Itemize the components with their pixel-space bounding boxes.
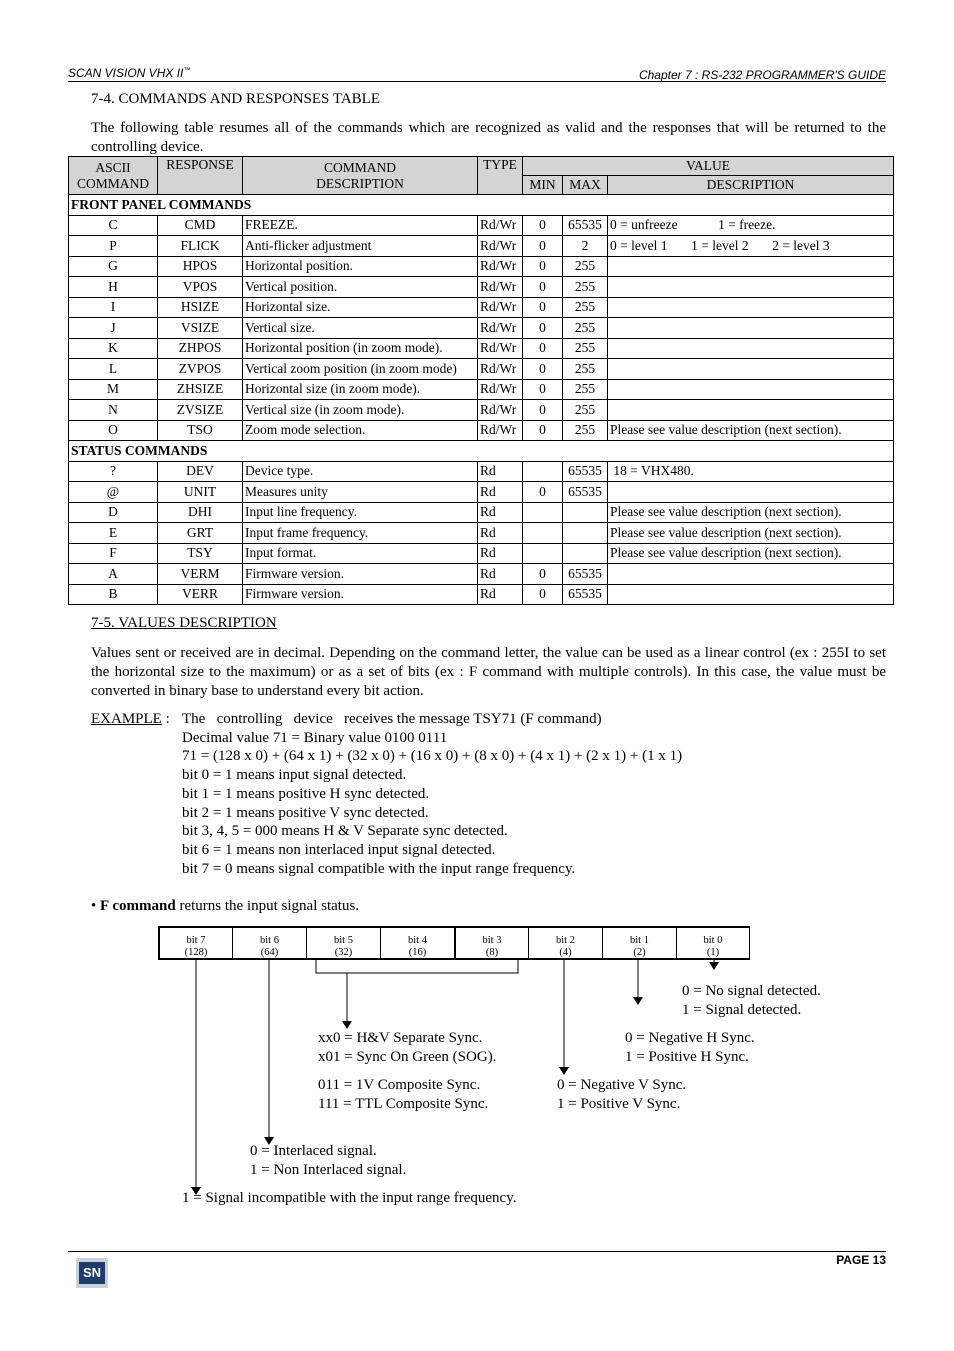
trademark-mark: ™: [183, 67, 191, 74]
col-desc-header: DESCRIPTION: [608, 176, 894, 195]
ascii-cell: N: [69, 400, 158, 421]
max-cell: 255: [563, 400, 608, 421]
example-line: bit 7 = 0 means signal compatible with the input range frequency.: [182, 860, 576, 877]
description-cell: Vertical size.: [243, 318, 478, 339]
ascii-cell: ?: [69, 461, 158, 482]
bit0-label: 0 = No signal detected. 1 = Signal detected.: [682, 983, 821, 1018]
response-cell: GRT: [158, 523, 243, 544]
ascii-cell: P: [69, 236, 158, 257]
section-intro: The following table resumes all of the commands which are recognized as valid and the responses that will be returned to the controlling device.: [91, 120, 886, 155]
type-cell: Rd: [478, 523, 523, 544]
description-cell: Horizontal position.: [243, 256, 478, 277]
description-cell: Horizontal position (in zoom mode).: [243, 338, 478, 359]
ascii-cell: K: [69, 338, 158, 359]
min-cell: 0: [523, 236, 563, 257]
value-description-cell: Please see value description (next section).: [608, 543, 894, 564]
type-cell: Rd/Wr: [478, 359, 523, 380]
example-line: bit 3, 4, 5 = 000 means H & V Separate sync detected.: [182, 823, 508, 840]
response-cell: FLICK: [158, 236, 243, 257]
f-command-line: • F command returns the input signal status.: [91, 898, 360, 914]
ascii-cell: L: [69, 359, 158, 380]
ascii-cell: B: [69, 584, 158, 605]
bit-weight: (16): [408, 947, 427, 958]
response-cell: CMD: [158, 215, 243, 236]
min-cell: 0: [523, 297, 563, 318]
bit2-label: 0 = Negative V Sync. 1 = Positive V Sync.: [557, 1077, 687, 1112]
bit-weight: (64): [260, 947, 279, 958]
response-cell: VSIZE: [158, 318, 243, 339]
type-cell: Rd: [478, 482, 523, 503]
description-cell: Zoom mode selection.: [243, 420, 478, 441]
description-cell: Vertical zoom position (in zoom mode): [243, 359, 478, 380]
bit-weight: (128): [184, 947, 208, 958]
ascii-cell: A: [69, 564, 158, 585]
type-cell: Rd/Wr: [478, 379, 523, 400]
company-logo: SN: [76, 1258, 108, 1288]
ascii-cell: J: [69, 318, 158, 339]
max-cell: 65535: [563, 461, 608, 482]
example-line: 71 = (128 x 0) + (64 x 1) + (32 x 0) + (16 x 0) + (8 x 0) + (4 x 1) + (2 x 1) + (1 x 1): [182, 748, 683, 765]
max-cell: 255: [563, 338, 608, 359]
bit-name: bit 0: [703, 935, 723, 946]
example-line: The controlling device receives the message TSY71 (F command): [182, 711, 602, 727]
section-title-commands: 7-4. COMMANDS AND RESPONSES TABLE: [91, 91, 380, 107]
col-max-header: MAX: [563, 176, 608, 195]
description-cell: Input format.: [243, 543, 478, 564]
min-cell: 0: [523, 584, 563, 605]
response-cell: UNIT: [158, 482, 243, 503]
max-cell: 255: [563, 318, 608, 339]
description-cell: Input frame frequency.: [243, 523, 478, 544]
description-cell: Firmware version.: [243, 584, 478, 605]
ascii-cell: C: [69, 215, 158, 236]
max-cell: 255: [563, 256, 608, 277]
value-description-cell: 18 = VHX480.: [608, 461, 894, 482]
response-cell: DHI: [158, 502, 243, 523]
max-cell: 65535: [563, 584, 608, 605]
min-cell: 0: [523, 420, 563, 441]
type-cell: Rd/Wr: [478, 420, 523, 441]
description-cell: Vertical position.: [243, 277, 478, 298]
type-cell: Rd/Wr: [478, 236, 523, 257]
min-cell: 0: [523, 215, 563, 236]
response-cell: TSY: [158, 543, 243, 564]
min-cell: 0: [523, 379, 563, 400]
bit-weight: (8): [485, 947, 499, 958]
max-cell: 255: [563, 297, 608, 318]
example-line: bit 1 = 1 means positive H sync detected.: [182, 785, 430, 802]
description-cell: Input line frequency.: [243, 502, 478, 523]
front-panel-section-row: FRONT PANEL COMMANDS: [69, 195, 894, 216]
bit7-label: 1 = Signal incompatible with the input range frequency.: [182, 1190, 517, 1206]
min-cell: 0: [523, 564, 563, 585]
col-ascii-header: ASCII COMMAND: [69, 157, 158, 195]
response-cell: HPOS: [158, 256, 243, 277]
min-cell: 0: [523, 482, 563, 503]
response-cell: ZHSIZE: [158, 379, 243, 400]
bit6-label: 0 = Interlaced signal. 1 = Non Interlaced signal.: [250, 1143, 407, 1178]
value-description-cell: Please see value description (next section).: [608, 523, 894, 544]
header-left: SCAN VISION VHX II™: [68, 66, 191, 80]
response-cell: TSO: [158, 420, 243, 441]
ascii-cell: O: [69, 420, 158, 441]
min-cell: 0: [523, 359, 563, 380]
min-cell: 0: [523, 400, 563, 421]
bit-name: bit 6: [260, 935, 279, 946]
max-cell: 65535: [563, 564, 608, 585]
bit-name: bit 4: [408, 935, 427, 946]
ascii-cell: E: [69, 523, 158, 544]
value-description-cell: 0 = level 1 1 = level 2 2 = level 3: [608, 236, 894, 257]
type-cell: Rd/Wr: [478, 297, 523, 318]
description-cell: Firmware version.: [243, 564, 478, 585]
example-line: bit 2 = 1 means positive V sync detected.: [182, 804, 429, 821]
type-cell: Rd: [478, 461, 523, 482]
type-cell: Rd: [478, 584, 523, 605]
sync-type-label-b: 011 = 1V Composite Sync. 111 = TTL Composite Sync.: [318, 1077, 489, 1112]
col-type-header: TYPE: [478, 157, 523, 195]
type-cell: Rd/Wr: [478, 277, 523, 298]
response-cell: ZVSIZE: [158, 400, 243, 421]
bit-name: bit 5: [334, 935, 353, 946]
description-cell: FREEZE.: [243, 215, 478, 236]
description-cell: Device type.: [243, 461, 478, 482]
ascii-cell: D: [69, 502, 158, 523]
col-value-header: VALUE: [523, 157, 894, 176]
response-cell: VERR: [158, 584, 243, 605]
ascii-cell: @: [69, 482, 158, 503]
type-cell: Rd/Wr: [478, 215, 523, 236]
min-cell: 0: [523, 277, 563, 298]
bit-weight: (1): [706, 947, 720, 958]
max-cell: 2: [563, 236, 608, 257]
description-cell: Vertical size (in zoom mode).: [243, 400, 478, 421]
bit-weight: (2): [633, 947, 646, 958]
status-section-row: STATUS COMMANDS: [69, 441, 894, 462]
response-cell: ZVPOS: [158, 359, 243, 380]
max-cell: 255: [563, 420, 608, 441]
col-min-header: MIN: [523, 176, 563, 195]
value-description-cell: 0 = unfreeze 1 = freeze.: [608, 215, 894, 236]
response-cell: DEV: [158, 461, 243, 482]
col-response-header: RESPONSE: [158, 157, 243, 195]
response-cell: ZHPOS: [158, 338, 243, 359]
example-line: bit 0 = 1 means input signal detected.: [182, 767, 407, 784]
footer-rule: [68, 1251, 886, 1252]
bit-weight: (4): [559, 947, 572, 958]
ascii-cell: M: [69, 379, 158, 400]
description-cell: Anti-flicker adjustment: [243, 236, 478, 257]
bit-name: bit 3: [482, 935, 502, 946]
response-cell: HSIZE: [158, 297, 243, 318]
max-cell: 255: [563, 277, 608, 298]
max-cell: 255: [563, 379, 608, 400]
page-number: PAGE 13: [836, 1253, 886, 1267]
min-cell: 0: [523, 318, 563, 339]
header-right: Chapter 7 : RS-232 PROGRAMMER'S GUIDE: [638, 68, 886, 82]
min-cell: 0: [523, 256, 563, 277]
example-line: Decimal value 71 = Binary value 0100 0111: [182, 729, 448, 746]
sync-type-label-a: xx0 = H&V Separate Sync. x01 = Sync On Green (SOG).: [318, 1030, 497, 1065]
bit1-label: 0 = Negative H Sync. 1 = Positive H Sync.: [625, 1030, 755, 1065]
bit-name: bit 7: [186, 935, 206, 946]
type-cell: Rd/Wr: [478, 400, 523, 421]
response-cell: VPOS: [158, 277, 243, 298]
section-title-values: 7-5. VALUES DESCRIPTION: [91, 615, 277, 631]
description-cell: Horizontal size.: [243, 297, 478, 318]
bit-weight: (32): [334, 947, 353, 958]
col-command-header: COMMAND DESCRIPTION: [243, 157, 478, 195]
ascii-cell: G: [69, 256, 158, 277]
max-cell: 65535: [563, 215, 608, 236]
ascii-cell: I: [69, 297, 158, 318]
example-label: EXAMPLE :: [91, 711, 170, 727]
values-paragraph: Values sent or received are in decimal. Depending on the command letter, the value can be used as a linear control (ex : 255I to set the horizontal size to the maximum) or as a set of bits (ex : F command with multiple controls). In this case, the value must be converted in binary base to understand every bit action.: [91, 645, 886, 699]
max-cell: 255: [563, 359, 608, 380]
description-cell: Measures unity: [243, 482, 478, 503]
bit-name: bit 1: [630, 935, 649, 946]
type-cell: Rd: [478, 502, 523, 523]
description-cell: Horizontal size (in zoom mode).: [243, 379, 478, 400]
response-cell: VERM: [158, 564, 243, 585]
value-description-cell: Please see value description (next section).: [608, 502, 894, 523]
value-description-cell: Please see value description (next section).: [608, 420, 894, 441]
type-cell: Rd: [478, 543, 523, 564]
ascii-cell: F: [69, 543, 158, 564]
bit-name: bit 2: [556, 935, 575, 946]
min-cell: 0: [523, 338, 563, 359]
ascii-cell: H: [69, 277, 158, 298]
type-cell: Rd: [478, 564, 523, 585]
max-cell: 65535: [563, 482, 608, 503]
type-cell: Rd/Wr: [478, 338, 523, 359]
type-cell: Rd/Wr: [478, 318, 523, 339]
example-line: bit 6 = 1 means non interlaced input signal detected.: [182, 841, 496, 858]
type-cell: Rd/Wr: [478, 256, 523, 277]
